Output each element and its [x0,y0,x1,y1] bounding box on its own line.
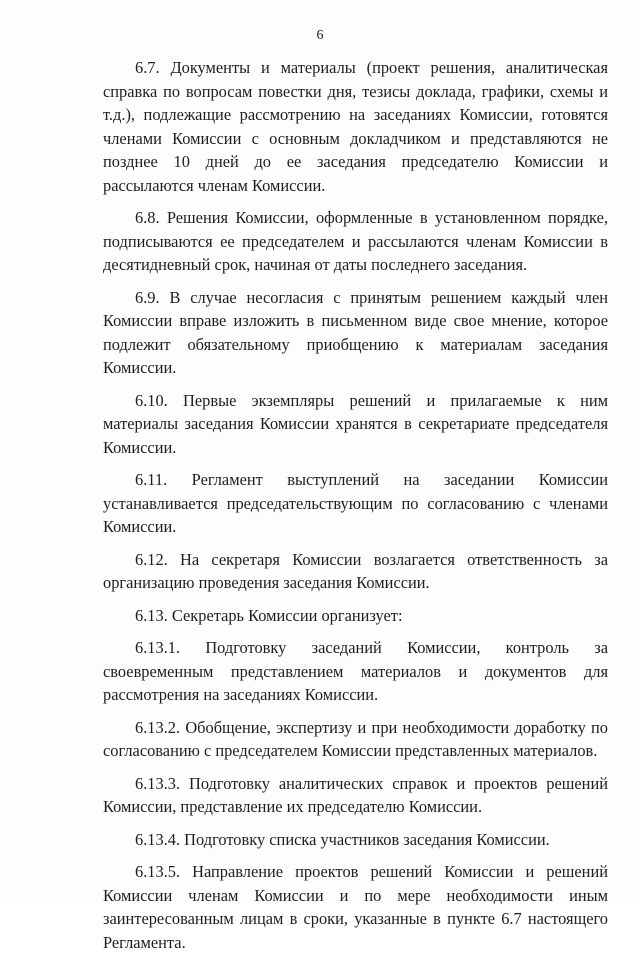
paragraph-6-13-2: 6.13.2. Обобщение, экспертизу и при необходимости доработку по согласованию с председателем Комиссии представленных материалов. [103,717,608,760]
paragraph-6-13-5: 6.13.5. Направление проектов решений Комиссии и решений Комиссии членам Комиссии и по мере необходимости иным заинтересованным лицам в сроки, указанные в пункте 6.7 настоящего Регламента. [103,862,608,952]
paragraph-6-7: 6.7. Документы и материалы (проект решения, аналитическая справка по вопросам повестки дня, тезисы доклада, графики, схемы и т.д.), подлежащие рассмотрению на заседаниях Комиссии, готовятся членами Комиссии с основным докладчиком и представляются не позднее 10 дней до ее заседания председателю Комиссии и рассылаются членам Комиссии. [103,58,608,195]
page-number: 6 [316,28,324,43]
paragraph-6-13-1: 6.13.1. Подготовку заседаний Комиссии, контроль за своевременным представлением материалов и документов для рассмотрения на заседаниях Комиссии. [103,638,608,704]
paragraph-6-13-4: 6.13.4. Подготовку списка участников заседания Комиссии. [135,829,550,849]
document-body [103,56,608,963]
paragraph-6-8: 6.8. Решения Комиссии, оформленные в установленном порядке, подписываются ее председателем и рассылаются членам Комиссии в десятидневный срок, начиная от даты последнего заседания. [103,208,608,274]
paragraph-6-10: 6.10. Первые экземпляры решений и прилагаемые к ним материалы заседания Комиссии хранятся в секретариате председателя Комиссии. [103,390,608,457]
paragraph-6-11: 6.11. Регламент выступлений на заседании Комиссии устанавливается председательствующим по согласованию с членами Комиссии. [103,470,608,536]
paragraph-6-13: 6.13. Секретарь Комиссии организует: [135,605,403,625]
paragraph-6-9: 6.9. В случае несогласия с принятым решением каждый член Комиссии вправе изложить в письменном виде свое мнение, которое подлежит обязательному приобщению к материалам заседания Комиссии. [103,287,608,377]
paragraph-6-12: 6.12. На секретаря Комиссии возлагается ответственность за организацию проведения заседания Комиссии. [103,549,608,592]
paragraph-6-13-3: 6.13.3. Подготовку аналитических справок и проектов решений Комиссии, представление их председателю Комиссии. [103,773,608,816]
